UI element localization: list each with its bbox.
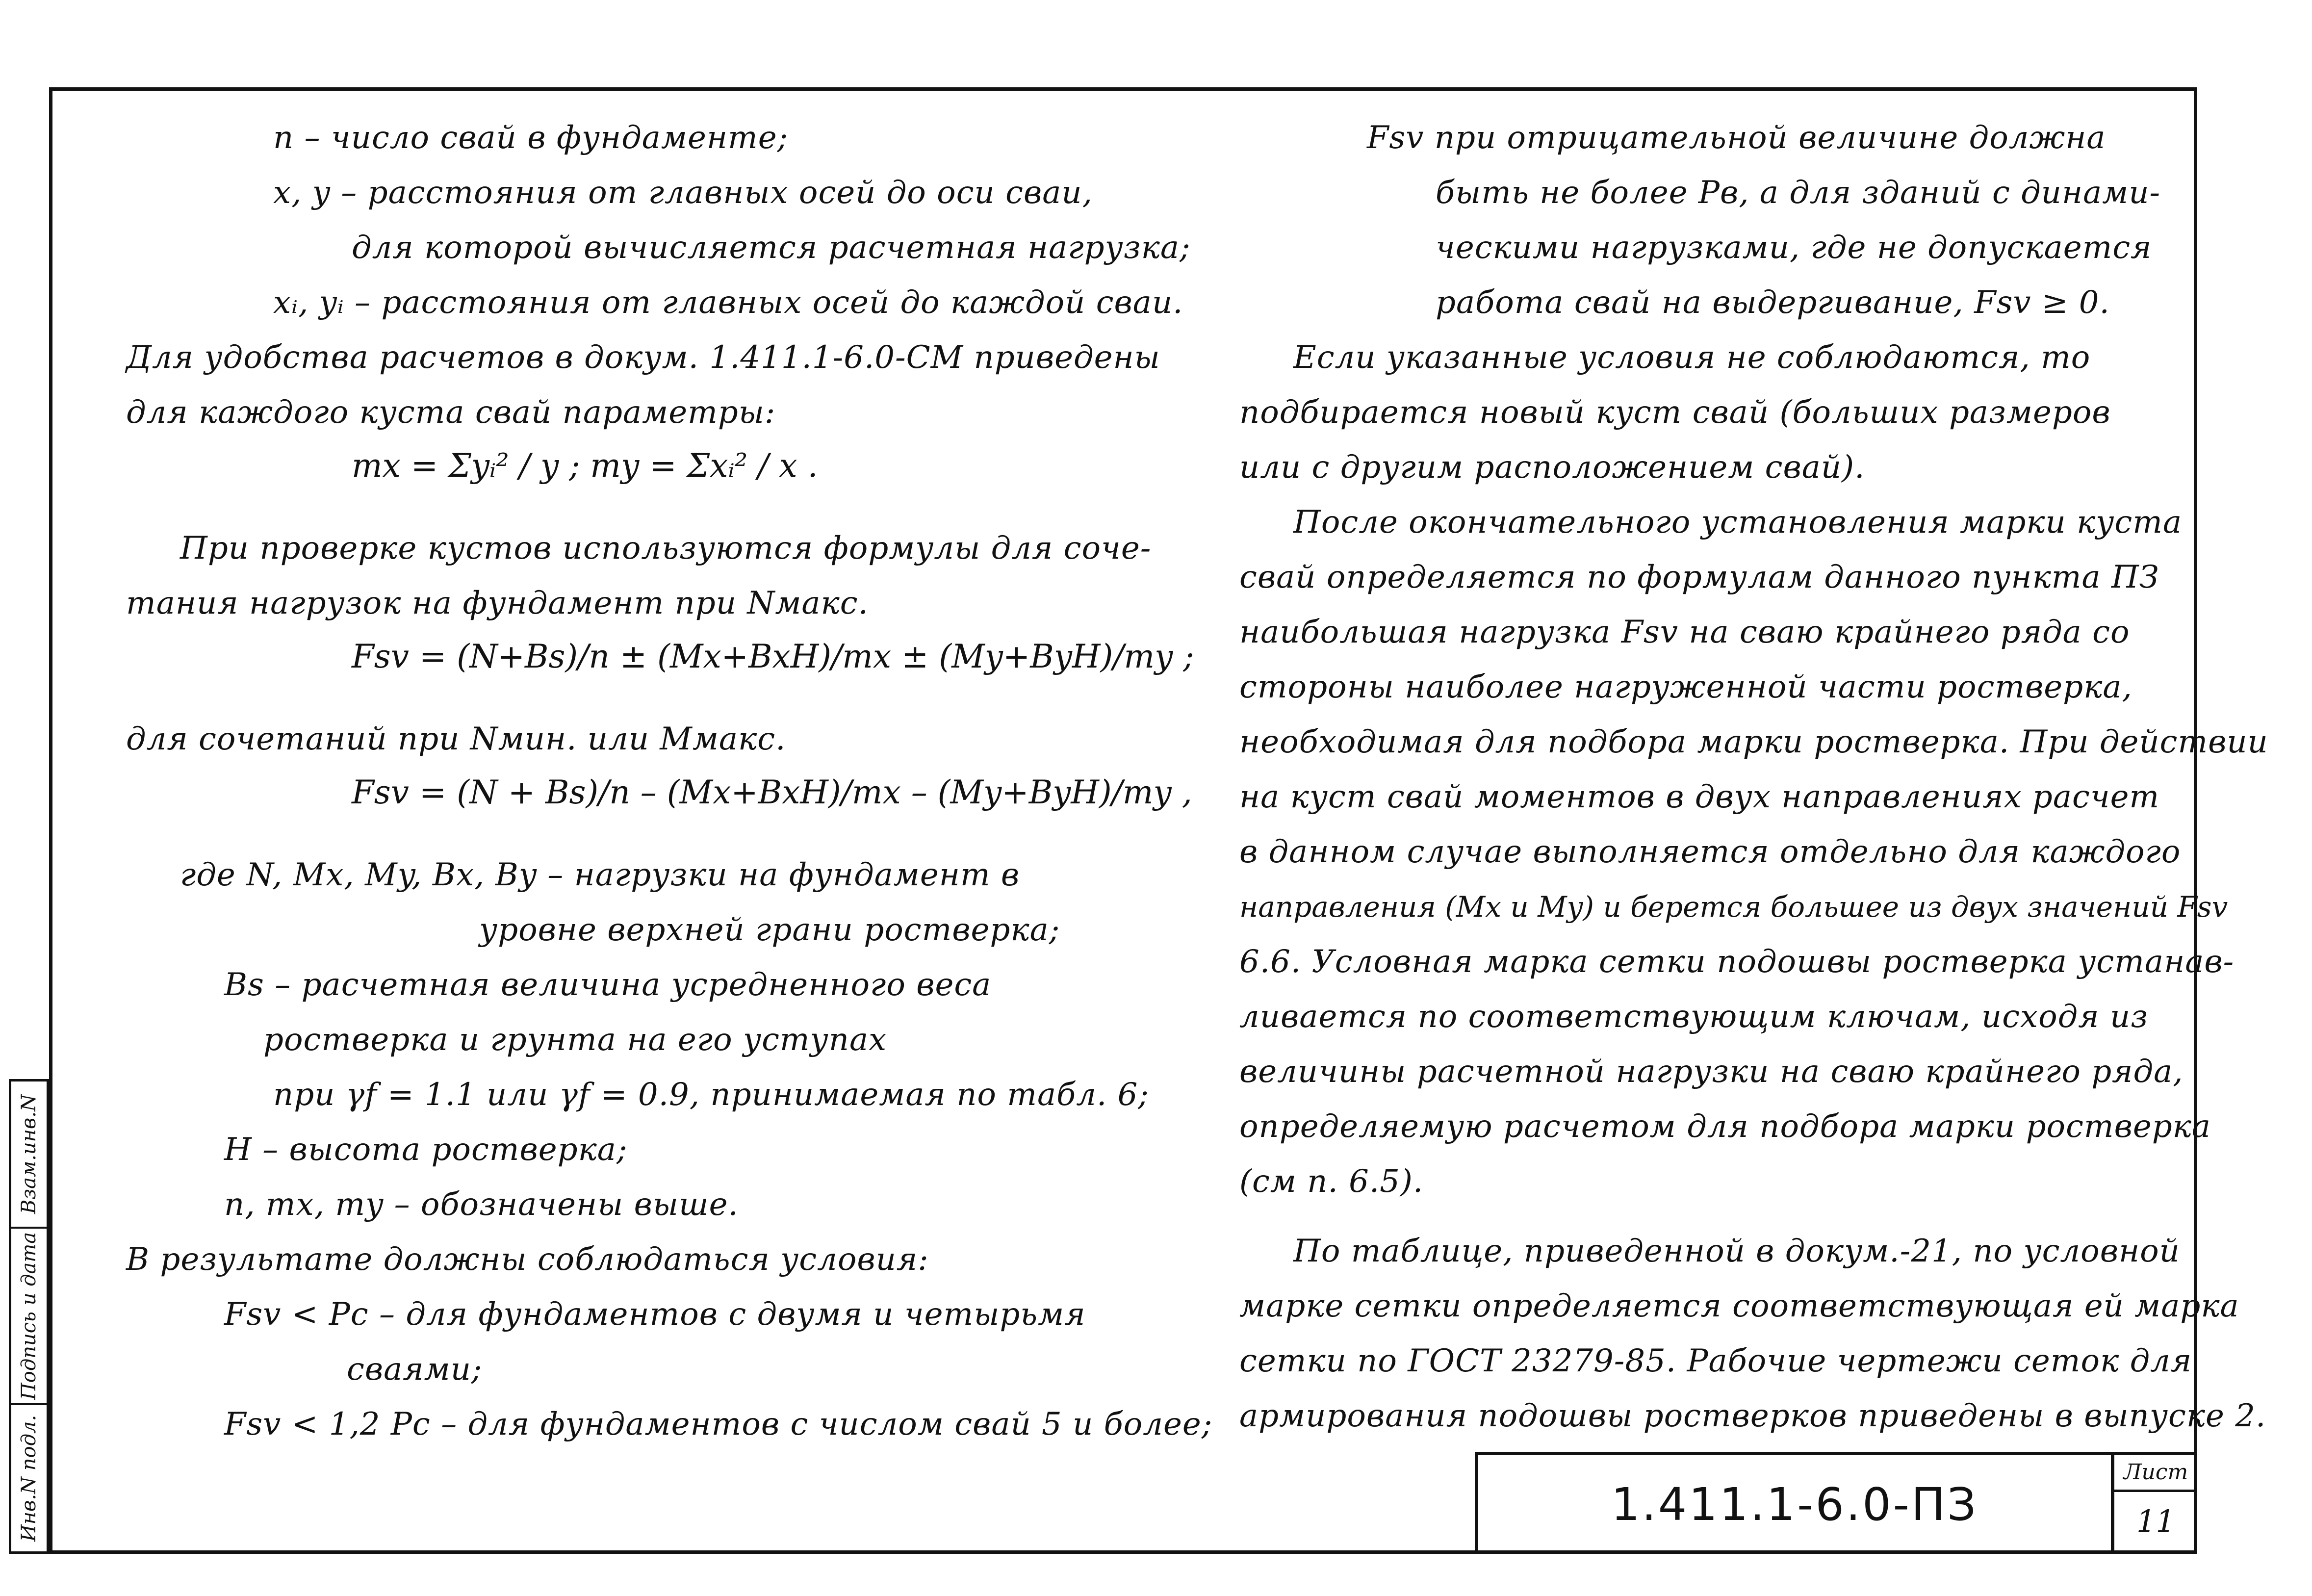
text-line: в данном случае выполняется отдельно для каждого <box>1239 834 2181 870</box>
text-line: при γf = 1.1 или γf = 0.9, принимаемая по табл. 6; <box>273 1077 1149 1113</box>
text-line: В результате должны соблюдаться условия: <box>126 1241 929 1278</box>
text-line: величины расчетной нагрузки на сваю крайнего ряда, <box>1239 1054 2184 1090</box>
document-code: 1.411.1-6.0-ПЗ <box>1611 1478 1978 1531</box>
stamp-cell-signature <box>11 1229 47 1405</box>
text-line: xᵢ, yᵢ – расстояния от главных осей до каждой сваи. <box>273 284 1183 321</box>
title-block <box>1475 1452 2197 1554</box>
formula-fsv-max: Fsv = (N+Bs)/n ± (Mx+BxH)/mx ± (My+ByH)/my ; <box>352 638 1194 675</box>
text-line: Fsv при отрицательной величине должна <box>1367 120 2106 156</box>
text-line: Если указанные условия не соблюдаются, то <box>1293 339 2091 376</box>
text-line: уровне верхней грани ростверка; <box>479 912 1060 948</box>
text-line: для сочетаний при Nмин. или Mмакс. <box>126 721 786 757</box>
text-line: сетки по ГОСТ 23279-85. Рабочие чертежи сеток для <box>1239 1343 2192 1379</box>
text-line: подбирается новый куст свай (больших размеров <box>1239 394 2111 431</box>
text-line: марке сетки определяется соответствующая ей марка <box>1239 1288 2239 1324</box>
text-line: быть не более Pв, а для зданий с динами- <box>1436 175 2161 211</box>
text-line: для каждого куста свай параметры: <box>126 394 776 431</box>
text-line: где N, Mx, My, Bx, By – нагрузки на фундамент в <box>180 857 1020 893</box>
formula-fsv-min: Fsv = (N + Bs)/n – (Mx+BxH)/mx – (My+ByH)/my , <box>352 773 1192 811</box>
text-line: необходимая для подбора марки ростверка. При действии <box>1239 724 2268 760</box>
approval-stamp-strip <box>9 1079 49 1554</box>
text-line: сваями; <box>347 1351 483 1388</box>
text-line: Fsv < Pc – для фундаментов с двумя и четырьмя <box>224 1296 1086 1333</box>
sheet-number-box <box>2111 1455 2197 1554</box>
text-line: на куст свай моментов в двух направлениях расчет <box>1239 779 2160 815</box>
left-text-column <box>126 110 1213 1452</box>
sheet-label: Лист <box>2114 1455 2197 1492</box>
text-line: После окончательного установления марки куста <box>1293 504 2183 541</box>
text-line: работа свай на выдергивание, Fsv ≥ 0. <box>1436 284 2110 321</box>
stamp-label: Подпись и дата <box>18 1232 40 1400</box>
text-line: Bs – расчетная величина усредненного веса <box>224 967 992 1003</box>
stamp-cell-replacement <box>11 1081 47 1229</box>
drawing-sheet <box>49 87 2268 1554</box>
stamp-label: Инв.N подл. <box>18 1415 40 1542</box>
text-line: x, y – расстояния от главных осей до оси сваи, <box>273 175 1093 211</box>
text-line: H – высота ростверка; <box>224 1132 628 1168</box>
text-line: n – число свай в фундаменте; <box>273 120 789 156</box>
stamp-label: Взам.инв.N <box>18 1094 40 1214</box>
text-line: 6.6. Условная марка сетки подошвы ростверка устанав- <box>1239 944 2235 980</box>
text-line: ческими нагрузками, где не допускается <box>1436 230 2152 266</box>
text-line: (см п. 6.5). <box>1239 1163 1424 1200</box>
text-line: тания нагрузок на фундамент при Nмакс. <box>126 585 869 621</box>
text-line: ливается по соответствующим ключам, исходя из <box>1239 999 2149 1035</box>
text-line: По таблице, приведенной в докум.-21, по условной <box>1293 1233 2180 1269</box>
text-line: наибольшая нагрузка Fsv на сваю крайнего ряда со <box>1239 614 2130 650</box>
text-line: направления (Mx и My) и берется большее из двух значений Fsv <box>1239 890 2228 924</box>
text-line: стороны наиболее нагруженной части ростверка, <box>1239 669 2132 705</box>
text-line: армирования подошвы ростверков приведены в выпуске 2. <box>1239 1398 2266 1434</box>
text-line: При проверке кустов используются формулы для соче- <box>180 530 1152 566</box>
text-line: определяемую расчетом для подбора марки ростверка <box>1239 1108 2211 1145</box>
text-line: ростверка и грунта на его уступах <box>263 1022 887 1058</box>
text-line: Fsv < 1,2 Pc – для фундаментов с числом свай 5 и более; <box>224 1406 1213 1442</box>
text-line: для которой вычисляется расчетная нагрузка; <box>352 230 1191 266</box>
right-text-column <box>1239 110 2268 1443</box>
formula-params: mx = Σyᵢ² / y ; my = Σxᵢ² / x . <box>352 447 818 485</box>
text-line: n, mx, my – обозначены выше. <box>224 1186 739 1223</box>
text-line: свай определяется по формулам данного пункта ПЗ <box>1239 559 2159 595</box>
stamp-cell-original <box>11 1405 47 1551</box>
text-line: Для удобства расчетов в докум. 1.411.1-6.0-СМ приведены <box>126 339 1160 376</box>
text-line: или с другим расположением свай). <box>1239 449 1865 486</box>
sheet-number: 11 <box>2136 1503 2175 1539</box>
